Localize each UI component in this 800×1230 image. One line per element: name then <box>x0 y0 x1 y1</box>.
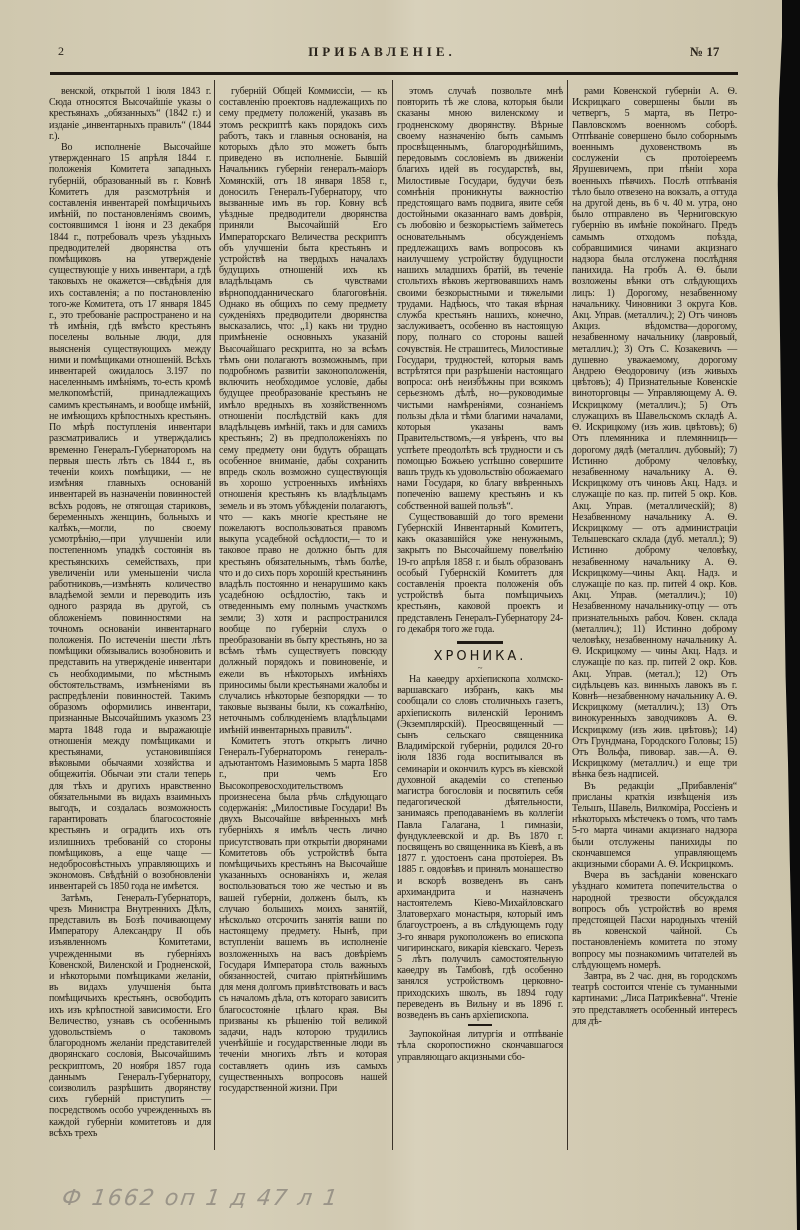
column-divider <box>214 80 215 1150</box>
newspaper-title: ПРИБАВЛЕНІЕ. <box>308 44 456 59</box>
paragraph: Существовавшій до того времени Губернскій Инвентарный Комитетъ, какъ оказавшійся уже ненужнымъ, закрытъ по Высочайшему повелѣнію 19-го апрѣля 1858 г. и былъ образованъ особый Губернскій Комитетъ для составленія проекта положенія объ устройствѣ быта помѣщичьихъ крестьянъ, каковой проектъ и представленъ Генералъ-Губернатору 24-го декабря того же года. <box>397 511 563 635</box>
chronicle-heading: ХРОНИКА. <box>433 648 527 664</box>
paragraph: Затѣмъ, Генералъ-Губернаторъ, чрезъ Министра Внутреннихъ Дѣлъ, представилъ въ Бозѣ почивающему Императору Александру II объ изъявленномъ Комитетами, учрежденными въ губерніяхъ Ковенской, Виленской и Гродненской, и нѣкоторыми помѣщиками желаніи, въ видахъ улучшенія быта помѣщичьихъ крестьянъ, освободить ихъ изъ крѣпостной зависимости. Его Величество, узнавъ съ особеннымъ удовольствіемъ о таковомъ благородномъ желаніи представителей дворянскаго сословія, Высочайшимъ рескриптомъ, 20 ноября 1857 года даннымъ Генералъ-Губернатору, соизволилъ разрѣшить дворянству сихъ губерній приступить — посредствомъ особо учрежденныхъ въ каждой губерніи комитетовъ и для всѣхъ трехъ <box>49 892 211 1139</box>
archive-pencil-note: Ф 1662 оп 1 д 47 л 1 <box>60 1186 341 1211</box>
column-2 <box>219 86 387 1094</box>
paragraph: этомъ случаѣ позвольте мнѣ повторить тѣ же слова, которыя были сказаны мною виленскому и гродненскому дворянству. Вѣрные своему назначенію быть самымъ просвѣщеннымъ, благороднѣйшимъ, передовымъ сословіемъ въ движеніи благихъ идей въ государствѣ, вы, Милостивые Государи, будучи безъ сомнѣнія проникнуты важностію предстоящаго вамъ подвига, явите себя достойными оказаннаго вамъ довѣрія, съ любовію и безкорыстіемъ займетесь основательнымъ обсужденіемъ предлежащихъ вамъ вопросовъ къ наилучшему устройству будущности нашихъ младшихъ братій, въ теченіе стольтихъ вѣковъ жертвовавшихъ намъ своими безкорыстными и тяжелыми трудами. Надѣюсь, что такая вѣрная служба крестьянъ нашихъ, конечно, заслуживаетъ, особенно въ настоящую пору, полнаго со стороны вашей сочувствія. Не страшитесь, Милостивые Государи, трудностей, которыя вамъ встрѣтятся при разрѣшеніи настоящаго вопроса: онѣ неизбѣжны при всякомъ серьезномъ дѣлѣ, но—руководимые чистыми намѣреніями, сознаніемъ пользы дѣла и тѣми благими началами, которыя указаны вамъ Правительствомъ,—я увѣренъ, что вы успѣете преодолѣть всѣ трудности и съ помощью Божьею успѣшно совершите вашъ трудъ къ удовольствію обожаемаго нами Государя, ко благу ввѣренныхъ попеченію вашему крестьянъ и къ собственной вашей пользѣ“. <box>397 86 564 512</box>
paragraph: Комитетъ этотъ открытъ лично Генералъ-Губернаторомъ генералъ-адъютантомъ Назимовымъ 5 марта 1858 г., при чемъ Его Высокопревосходительствомъ произнесена была рѣчь слѣдующаго содержанія: „Милостивые Государи! Въ двухъ Высочайше ввѣренныхъ мнѣ губерніяхъ я имѣлъ честь лично присутствовать при открытіи дворянами Комитетовъ объ устройствѣ быта помѣщичьихъ крестьянъ на Высочайше указанныхъ основаніяхъ и, желая воспользоваться тою же честью и въ вашей губерніи, долженъ былъ, къ случаю большихъ моихъ занятій, нѣсколько отсрочить занятія ваши по настоящему предмету. Нынѣ, при вступленіи вашемъ въ исполненіе возложенныхъ на васъ довѣріемъ Государя Императора столь важныхъ обязанностей, считаю пріятнѣйшимъ для меня долгомъ привѣтствовать и васъ съ началомъ дѣла, отъ котораго зависитъ благосостояніе цѣлаго края. Вы призваны къ рѣшенію той великой задачи, надъ которою трудились ученѣйшіе и государственные люди въ теченіи многихъ лѣтъ и которая составляетъ одинъ изъ самыхъ существенныхъ вопросовъ нашей государственной жизни. При <box>219 735 387 1095</box>
page-number: 2 <box>58 44 64 58</box>
column-4 <box>572 86 737 1027</box>
paragraph: рами Ковенской губерніи А. Ѳ. Искрицкаго совершены были въ четвергъ, 5 марта, въ Петро-Павловскомъ военномъ соборѣ. Отпѣваніе совершено было соборнымъ военнымъ духовенствомъ въ сослуженіи съ протоіереемъ Ярушевичемъ, при пѣніи хора военныхъ пѣвчихъ. Послѣ отпѣванія тѣло было отвезено на вокзалъ, а оттуда на другой день, въ 6 ч. 40 м. утра, оно было отправлено въ Черниговскую губернію въ имѣніе покойнаго. Предъ самымъ отходомъ поѣзда, собравшимися чинами акцизнаго надзора была отслужена послѣдняя панихида. На гробъ А. Ѳ. были возложены вѣнки отъ слѣдующихъ лицъ: 1) Дорогому, незабвенному начальнику. Чиновники 3 округа Ков. Акц. Управ. (металлич.); 2) Отъ чиновъ Акциз. вѣдомства—дорогому, незабвенному начальнику (лавровый, металлич.); 3) Отъ С. Козакевичъ — душевно уважаемому, дорогому Андрею Ѳеодоровичу (изъ живыхъ цвѣтовъ); 4) Признательные Ковенскіе виноторговцы — Управляющему А. Ѳ. Искрицкому (металлич.); 5) Отъ служащихъ въ Шавельскомъ складѣ А. Ѳ. Искрицкому (изъ жив. цвѣтовъ); 6) Отъ племянника и племянницъ—дорогому дядѣ (металлич. дубовый); 7) Истинно доброму человѣку, незабвенному начальнику А. Ѳ. Искрицкому отъ чиновъ Акц. Надз. и служащіе по каз. пр. питей 5 окр. Ков. Акц. Управ. (металлическій); 8) Незабвенному начальнику А. Ѳ. Искрицкому — отъ администраціи Тельшевскаго склада (дуб. металл.); 9) Истинно доброму человѣку, незабвенному начальнику А. Ѳ. Искрицкому—чины Акц. Надз. и служащіе по каз. пр. питей 4 окр. Ков. Акц. Управ. (металлич.); 10) Незабвенному начальнику-отцу — отъ признательныхъ рабоч. Ковен. склада (металлич.); 11) Истинно доброму человѣку, незабвенному начальнику А. Ѳ. Искрицкому — чины Акц. Надз. и служащіе по каз. пр. питей 2 окр. Ков. Акц. Управ. (метал.); 12) Отъ сидѣльцевъ каз. винныхъ лавокъ въ г. Ковнѣ—незабвенному начальнику А. Ѳ. Искрицкому (металлич.); 13) Отъ винокуренныхъ заводчиковъ А. Ѳ. Искрицкому (изъ жив. цвѣтовъ); 14) Отъ Грундмана, Городского Головы; 15) Отъ Вольфа, пивовар. зав.—А. Ѳ. Искрицкому (металлич.) и еще три вѣнка безъ надписей. <box>572 86 737 781</box>
paragraph: Во исполненіе Высочайше утвержденнаго 15 апрѣля 1844 г. положенія Комитета западныхъ губерній, образованный въ г. Ковнѣ Комитетъ для разсмотрѣнія и составленія инвентарей помѣщичьихъ имѣній, по постановленіямъ своимъ, состоявшимся 1 іюня и 23 декабря 1844 г., потребовалъ чрезъ уѣздныхъ предводителей дворянства отъ помѣщиковъ на утвержденіе существующіе у нихъ инвентари, а гдѣ таковыхъ не окажется—свѣдѣнія для ихъ составленія; а по постановленію того-же Комитета, отъ 17 января 1845 г., это требованіе распространено и на тѣ имѣнія, гдѣ вмѣсто крестьянъ поселены вольные люди, для выясненія существующихъ между ними и помѣщиками отношеній. Всѣхъ инвентарей ожидалось 3.197 по населеннымъ имѣніямъ, то-есть кромѣ мелкопомѣстій, принадлежащихъ самимъ крестьянамъ, и вообще имѣній, не имѣющихъ крѣпостныхъ крестьянъ. По мѣрѣ поступленія инвентари разсматривались и утверждались временно Генералъ-Губернаторомъ на первыя шесть лѣтъ съ 1844 г., въ теченіи коихъ помѣщики, — не измѣняя главныхъ основаній инвентарей въ назначеніи повинностей всѣхъ родовъ, не отягощая стариковъ, беременныхъ женщинъ, больныхъ и калѣкъ,—могли, по своему усмотрѣнію,—при улучшеніи или постепенномъ упадкѣ состоянія въ крестьянскихъ семействахъ, при увеличеніи или уменьшеніи числа работниковъ,—измѣнять количество владѣемой земли и переводить изъ одного разряда въ другой, съ обложеніемъ повинностями на точномъ основаніи инвентарнаго положенія. По истеченіи шести лѣтъ помѣщики обязывались возобновить и представить на утвержденіе инвентари съ необходимыми, по мѣстнымъ обстоятельствамъ, измѣненіями въ распредѣленіи повинностей. Такимъ образомъ оформились инвентари, признанные Высочайшимъ указомъ 23 марта 1848 года и выражающіе отношенія между помѣщиками и крестьянами, установившіяся вѣковыми обычаями хозяйства и общежитія. Обычаи эти стали теперь для тѣхъ и другихъ нравственно обязательными въ видахъ взаимныхъ выгодъ, и создалась возможность гарантировать благосостояніе крестьянъ и оградить ихъ отъ излишнихъ требованій со стороны помѣщиковъ, а еще чаще — недобросовѣстныхъ управляющихъ и экономовъ. Свѣдѣній о возобновленіи инвентарей съ 1850 года не имѣется. <box>49 142 211 893</box>
ornament-icon: ~ <box>477 662 483 673</box>
chronicle-paragraph: На каѳедру архіепископа холмско-варшавскаго избранъ, какъ мы сообщали со словъ столичныхъ газетъ, архіепископъ виленскій Іеронимъ (Экземплярскій). Преосвященный — сынъ сельскаго священника Владимірской губерніи, родился 20-го іюля 1836 года воспитывался въ семинаріи и окончилъ курсъ въ кіевской духовной академіи со степенью магистра богословія и посвятилъ себя педагогической дѣятельности, занимаясь преподаваніемъ въ коллегіи Павла Галагана, 1 гимназіи, фундуклеевской и др. Въ 1870 г. посвященъ во священника въ Кіевѣ, а въ 1877 г. удостоенъ сана протоіерея. Въ 1885 г. овдовѣвъ и принялъ монашество и вскорѣ возведенъ въ санъ архимандрита и назначенъ настоятелемъ Кіево-Михайловскаго Златоверхаго монастыря, который имъ благоустроенъ, а въ слѣдующемъ году 3-го января рукоположенъ во епископа чигиринскаго, викарія кіевскаго. Черезъ 5 лѣтъ получилъ самостоятельную каѳедру въ Тамбовѣ, гдѣ особенно занялся устройствомъ церковно-приходскихъ школъ, въ 1894 году переведенъ въ Вильну и въ 1896 г. возведенъ въ санъ архіепископа. <box>397 673 563 1022</box>
issue-number: № 17 <box>690 44 720 59</box>
column-divider <box>567 80 568 1150</box>
header-rule <box>50 72 738 75</box>
paragraph: Въ редакціи „Прибавленія“ присланы краткія извѣщенія изъ Тельшъ, Шавель, Вилкоміра, Россіенъ и нѣкоторыхъ мѣстечекъ о томъ, что тамъ 5-го марта чинами акцизнаго надзора были отслужены панихиды по скончавшемся управляющемъ акцизными сборами А. Ѳ. Искрицкомъ. <box>572 780 737 871</box>
paragraph: венской, открытой 1 іюля 1843 г. Сюда относятся Высочайшіе указы о крестьянахъ „обязанныхъ“ (1842 г.) и изданіе „инвентарныхъ правилъ“ (1844 г.). <box>49 86 211 142</box>
column-1 <box>49 86 211 1139</box>
chronicle-paragraph: Заупокойная литургія и отпѣваніе тѣла скоропостижно скончавшагося управляющаго акцизными сбо- <box>397 1029 563 1063</box>
item-separator <box>468 1024 492 1026</box>
paragraph: Завтра, въ 2 час. дня, въ городскомъ театрѣ состоится чтеніе съ туманными картинами: „Лиса Патрикѣевна“. Чтеніе это представляетъ особенный интересъ для дѣ- <box>572 971 737 1027</box>
column-3 <box>397 86 563 1063</box>
paragraph: Вчера въ засѣданіи ковенскаго уѣзднаго комитета попечительства о народной трезвости обсуждался вопросъ объ устройствѣ во время предстоящей Пасхи народныхъ чтеній въ ковенской чайной. Съ постановленіемъ комитета по этому вопросу мы познакомимъ читателей въ слѣдующемъ номерѣ. <box>572 870 737 971</box>
column-divider <box>392 80 393 1150</box>
section-separator <box>457 641 503 644</box>
paragraph: губерній Общей Коммиссіи, — къ составленію проектовъ надлежащихъ по сему предмету положеній, указавъ въ этомъ рескриптѣ какъ порядокъ сихъ работъ, такъ и главныя основанія, на которыхъ дѣло это можетъ быть приведено въ исполненіе. Бывшій Начальникъ губерніи генералъ-маіоръ Хомянскій, отъ 18 января 1858 г., доносилъ Генералъ-Губернатору, что вызванные имъ въ гор. Ковну всѣ уѣздные предводители дворянства приняли Высочайшій Его Императорскаго Величества рескриптъ объ улучшеніи быта крестьянъ и устройствѣ на твердыхъ началахъ будущихъ отношеній ихъ къ владѣльцамъ съ чувствами вѣрноподданническаго благоговѣнія. Однако въ общихъ по сему предмету сужденіяхъ предводители дворянства высказались, что: „1) какъ ни трудно примѣненіе основныхъ указаній Высочайшаго рескрипта, но за всѣмъ тѣмъ они полагаютъ возможнымъ, при подробномъ развитіи законоположенія, включить необходимое условіе, дабы будущее преобразованіе крестьянъ не имѣло вредныхъ въ хозяйственномъ отношеніи послѣдствій какъ для владѣльцевъ имѣній, такъ и для самихъ крестьянъ; 2) въ предположеніяхъ по сему предмету они будутъ обращать особенное вниманіе, дабы сохранить впредь сколь возможно существующія въ хорошо устроенныхъ имѣніяхъ отношенія крестьянъ къ владѣльцамъ земель и въ этомъ убѣжденіи полагаютъ, что — какъ многіе крестьяне не пожелаютъ воспользоваться правомъ выкупа усадебной осѣдлости,— то и таковое право не должно быть для крестьянъ обязательнымъ, тѣмъ болѣе, что и до сихъ поръ хорошій крестьянинъ владѣлъ постоянно и ненарушимо какъ усадебною осѣдлостію, такъ и отведеннымъ ему полнымъ участкомъ земли; 3) хотя и распространился вообще по губерніи слухъ о преобразованіи въ быту крестьянъ, но за всѣмъ тѣмъ существуетъ повсюду должный порядокъ и повиновеніе, и ежели въ нѣкоторыхъ имѣніяхъ приносимы были крестьянами жалобы и случались нѣкоторые безпорядки — то таковые вызваны были, къ сожалѣнію, неточнымъ соблюденіемъ владѣльцами имѣній инвентарныхъ правилъ“. <box>219 86 387 736</box>
